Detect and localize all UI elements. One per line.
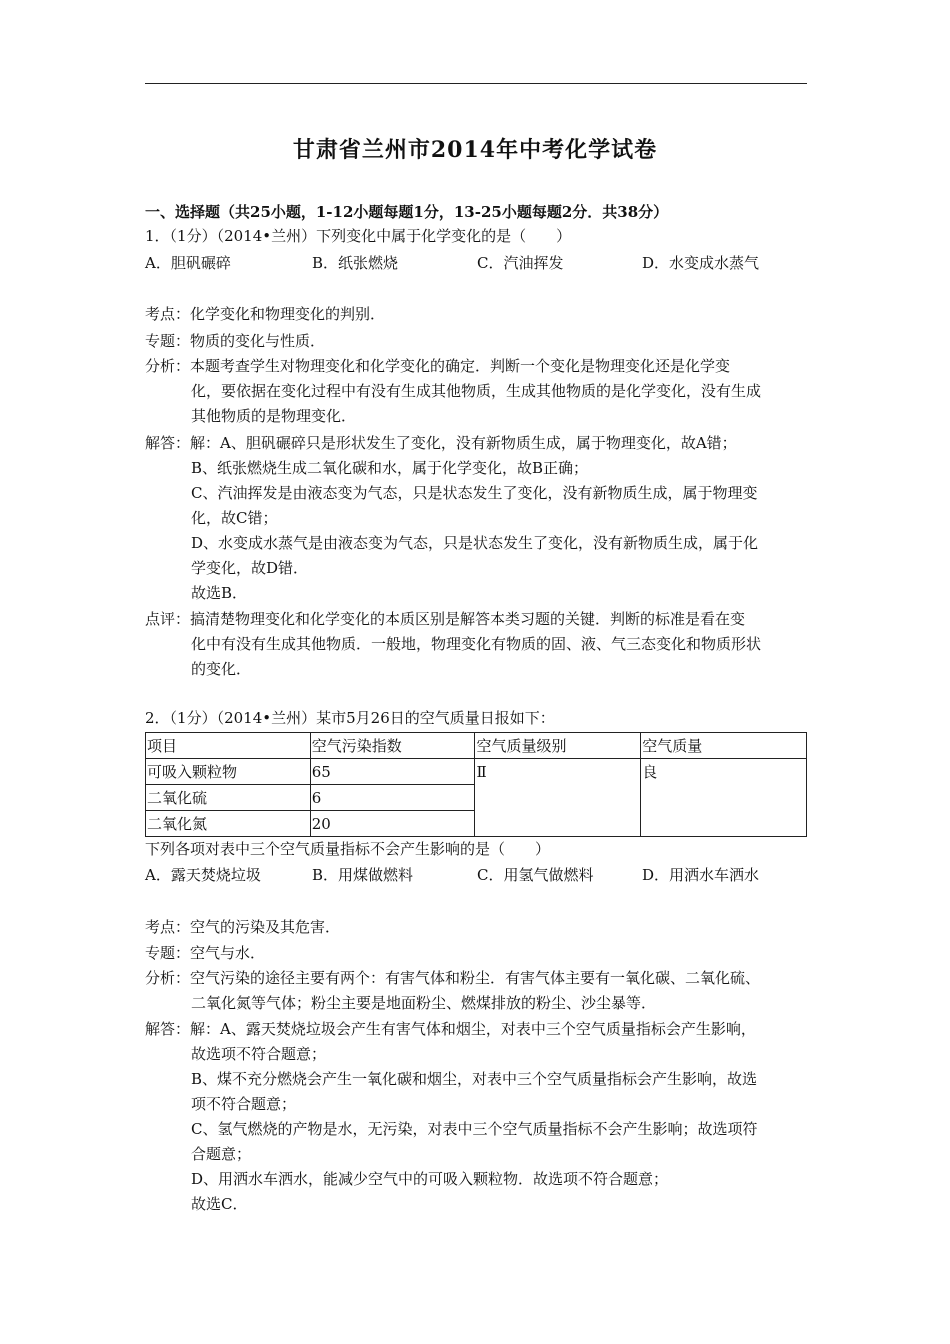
q1-jieda-line: 化，故C错； [191, 509, 278, 527]
table-cell: 可吸入颗粒物 [146, 759, 311, 785]
q1-jieda-line: 学变化，故D错． [191, 559, 309, 577]
table-cell: 二氧化氮 [146, 811, 311, 837]
q2-jieda-line: 故选C． [191, 1195, 248, 1213]
q1-option-a: A．胆矾碾碎 [145, 254, 231, 272]
table-header-row [146, 733, 807, 759]
q2-fenxi-line: 分析：空气污染的途径主要有两个：有害气体和粉尘．有害气体主要有一氧化碳、二氧化硫、 [145, 969, 761, 987]
q1-dianping-line: 的变化． [191, 660, 252, 678]
q2-fenxi-line: 二氧化氮等气体；粉尘主要是地面粉尘、燃煤排放的粉尘、沙尘暴等． [191, 994, 657, 1012]
q2-jieda-line: D、用洒水车洒水，能减少空气中的可吸入颗粒物．故选项不符合题意； [191, 1170, 669, 1188]
table-header-cell: 空气质量 [641, 733, 807, 759]
q1-jieda-line: C、汽油挥发是由液态变为气态，只是状态发生了变化，没有新物质生成，属于物理变 [191, 484, 758, 502]
header-rule [145, 83, 807, 84]
air-quality-rating: 良 [641, 759, 807, 837]
q1-jieda-line: B、纸张燃烧生成二氧化碳和水，属于化学变化，故B正确； [191, 459, 589, 477]
table-cell: 20 [310, 811, 475, 837]
section-heading: 一、选择题（共25小题，1-12小题每题1分，13-25小题每题2分．共38分） [145, 203, 669, 221]
q2-jieda-line: 故选项不符合题意； [191, 1045, 327, 1063]
page-title: 甘肃省兰州市2014年中考化学试卷 [292, 137, 658, 163]
q2-jieda-line: B、煤不充分燃烧会产生一氧化碳和烟尘，对表中三个空气质量指标会产生影响，故选 [191, 1070, 758, 1088]
q1-option-d: D．水变成水蒸气 [642, 254, 760, 272]
table-header-cell: 空气污染指数 [310, 733, 475, 759]
q2-option-d: D．用洒水车洒水 [642, 866, 760, 884]
q1-fenxi-line: 化，要依据在变化过程中有没有生成其他物质，生成其他物质的是化学变化，没有生成 [191, 382, 762, 400]
q1-jieda-line: 解答：解：A、胆矾碾碎只是形状发生了变化，没有新物质生成，属于物理变化，故A错； [145, 434, 737, 452]
q2-option-c: C．用氢气做燃料 [477, 866, 594, 884]
q1-stem: 1．（1分）（2014•兰州）下列变化中属于化学变化的是（ ） [145, 227, 572, 245]
table-row [146, 759, 807, 785]
q2-option-a: A．露天焚烧垃圾 [145, 866, 261, 884]
q1-option-b: B．纸张燃烧 [312, 254, 399, 272]
q2-jieda-line: 合题意； [191, 1145, 252, 1163]
q2-zhuanti: 专题：空气与水． [145, 944, 266, 962]
air-quality-table [145, 732, 807, 837]
q2-jieda-line: C、氢气燃烧的产物是水，无污染，对表中三个空气质量指标不会产生影响；故选项符 [191, 1120, 758, 1138]
q2-jieda-line: 项不符合题意； [191, 1095, 297, 1113]
q1-dianping-line: 点评：搞清楚物理变化和化学变化的本质区别是解答本类习题的关键．判断的标准是看在变 [145, 610, 746, 628]
q1-dianping-line: 化中有没有生成其他物质．一般地，物理变化有物质的固、液、气三态变化和物质形状 [191, 635, 762, 653]
q1-fenxi-line: 其他物质的是物理变化． [191, 407, 357, 425]
table-header-cell: 项目 [146, 733, 311, 759]
table-cell: 65 [310, 759, 475, 785]
q1-jieda-line: D、水变成水蒸气是由液态变为气态，只是状态发生了变化，没有新物质生成，属于化 [191, 534, 759, 552]
q1-zhuanti: 专题：物质的变化与性质． [145, 332, 326, 350]
air-quality-level: Ⅱ [475, 759, 641, 837]
q2-question: 下列各项对表中三个空气质量指标不会产生影响的是（ ） [145, 840, 551, 858]
q2-kaodian: 考点：空气的污染及其危害． [145, 918, 341, 936]
q2-stem: 2．（1分）（2014•兰州）某市5月26日的空气质量日报如下： [145, 709, 555, 727]
q1-jieda-line: 故选B． [191, 584, 248, 602]
q1-option-c: C．汽油挥发 [477, 254, 564, 272]
table-cell: 6 [310, 785, 475, 811]
q2-option-b: B．用煤做燃料 [312, 866, 414, 884]
q1-kaodian: 考点：化学变化和物理变化的判别． [145, 305, 386, 323]
q2-jieda-line: 解答：解：A、露天焚烧垃圾会产生有害气体和烟尘，对表中三个空气质量指标会产生影响， [145, 1020, 756, 1038]
table-header-cell: 空气质量级别 [475, 733, 641, 759]
table-cell: 二氧化硫 [146, 785, 311, 811]
q1-fenxi-line: 分析：本题考查学生对物理变化和化学变化的确定．判断一个变化是物理变化还是化学变 [145, 357, 731, 375]
